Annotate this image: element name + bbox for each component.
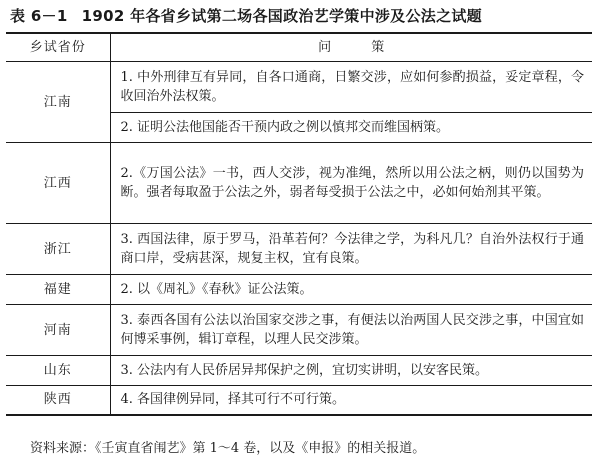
- table-row: [6, 62, 592, 113]
- question-cell: 2.《万国公法》一书，西人交涉，视为准绳，然所以用公法之柄，则仍以国势为断。强者每取盈于公法之外，弱者每受损于公法之中，必如何始剂其平策。: [110, 143, 592, 224]
- question-cell: 1. 中外刑律互有异同，自各口通商，日繁交涉，应如何参酌损益，妥定章程，令收回治外法权策。: [110, 62, 592, 113]
- table-header-row: [6, 33, 592, 62]
- question-cell: 4. 各国律例异同，择其可行不可行策。: [120, 392, 346, 408]
- table-number: 表 6－1: [10, 7, 68, 25]
- table-row: [6, 356, 592, 386]
- question-cell: 3. 西国法律，原于罗马，沿革若何？今法律之学，为科凡几？自治外法权行于通商口岸，受病甚深，规复主权，宜有良策。: [110, 224, 592, 275]
- province-cell: 山东: [6, 356, 110, 386]
- table-row: [6, 143, 592, 224]
- table-caption: [10, 5, 590, 27]
- province-cell: 江南: [6, 62, 110, 143]
- header-province: 乡试省份: [6, 33, 110, 62]
- province-cell: 福建: [6, 275, 110, 305]
- table-row: [6, 305, 592, 356]
- province-cell: 陕西: [6, 386, 110, 415]
- province-cell: 浙江: [6, 224, 110, 275]
- table-title: 1902 年各省乡试第二场各国政治艺学策中涉及公法之试题: [81, 7, 482, 25]
- table-row: [6, 275, 592, 305]
- question-cell: 2. 证明公法他国能否干预内政之例以慎邦交而维国柄策。: [110, 113, 592, 143]
- question-cell: 2. 以《周礼》《春秋》证公法策。: [110, 275, 592, 305]
- exam-questions-table: [6, 32, 592, 416]
- table-row: [6, 386, 592, 415]
- table-row: [6, 224, 592, 275]
- province-cell: 江西: [6, 143, 110, 224]
- question-cell: 3. 公法内有人民侨居异邦保护之例，宜切实讲明，以安客民策。: [110, 356, 592, 386]
- source-note: 资料来源：《壬寅直省闱艺》第 1～4 卷，以及《申报》的相关报道。: [30, 441, 426, 456]
- province-cell: 河南: [6, 305, 110, 356]
- header-question: 问 策: [110, 33, 592, 62]
- question-cell: 3. 泰西各国有公法以治国家交涉之事，有便法以治两国人民交涉之事，中国宜如何博采事例，辑订章程，以理人民交涉策。: [110, 305, 592, 356]
